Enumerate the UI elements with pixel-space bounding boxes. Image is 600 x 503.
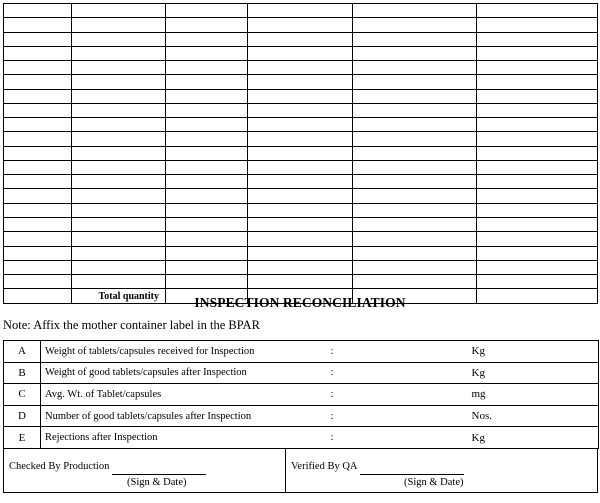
row-value-field[interactable]: : bbox=[331, 405, 472, 427]
reconciliation-table-body bbox=[4, 341, 599, 449]
grid-cell[interactable] bbox=[166, 18, 248, 32]
grid-row bbox=[4, 275, 598, 289]
row-value-field[interactable]: : bbox=[331, 362, 472, 384]
grid-cell[interactable] bbox=[353, 89, 477, 103]
row-letter: C bbox=[4, 384, 41, 406]
grid-cell[interactable] bbox=[477, 132, 598, 146]
grid-cell[interactable] bbox=[166, 203, 248, 217]
grid-cell[interactable] bbox=[72, 189, 166, 203]
grid-cell[interactable] bbox=[248, 132, 353, 146]
grid-cell[interactable] bbox=[248, 18, 353, 32]
grid-cell[interactable] bbox=[248, 260, 353, 274]
grid-cell[interactable] bbox=[4, 89, 72, 103]
grid-row bbox=[4, 103, 598, 117]
grid-cell[interactable] bbox=[477, 246, 598, 260]
grid-cell[interactable] bbox=[72, 260, 166, 274]
reconciliation-table bbox=[3, 340, 599, 449]
grid-cell[interactable] bbox=[4, 160, 72, 174]
grid-cell[interactable] bbox=[72, 18, 166, 32]
grid-row bbox=[4, 232, 598, 246]
grid-cell[interactable] bbox=[353, 232, 477, 246]
reconciliation-title: INSPECTION RECONCILIATION bbox=[194, 295, 406, 310]
grid-cell[interactable] bbox=[477, 175, 598, 189]
row-unit: Kg bbox=[472, 341, 599, 363]
reconciliation-row bbox=[4, 384, 599, 406]
signoff-box bbox=[3, 448, 598, 493]
grid-cell[interactable] bbox=[72, 232, 166, 246]
grid-cell[interactable] bbox=[477, 217, 598, 231]
grid-cell[interactable] bbox=[477, 275, 598, 289]
grid-cell[interactable] bbox=[4, 146, 72, 160]
grid-cell[interactable] bbox=[353, 175, 477, 189]
grid-cell[interactable] bbox=[4, 275, 72, 289]
grid-cell[interactable] bbox=[353, 160, 477, 174]
grid-row bbox=[4, 217, 598, 231]
reconciliation-note: Note: Affix the mother container label in the BPAR bbox=[3, 318, 260, 332]
row-description: Rejections after Inspection bbox=[41, 427, 331, 449]
grid-cell[interactable] bbox=[477, 32, 598, 46]
grid-cell[interactable] bbox=[248, 217, 353, 231]
row-description: Avg. Wt. of Tablet/capsules bbox=[41, 384, 331, 406]
grid-cell[interactable] bbox=[248, 275, 353, 289]
grid-cell[interactable] bbox=[72, 61, 166, 75]
grid-cell[interactable] bbox=[4, 46, 72, 60]
grid-cell[interactable] bbox=[166, 89, 248, 103]
grid-cell[interactable] bbox=[248, 232, 353, 246]
grid-cell[interactable] bbox=[353, 103, 477, 117]
grid-cell[interactable] bbox=[477, 75, 598, 89]
grid-cell[interactable] bbox=[248, 61, 353, 75]
row-description: Weight of tablets/capsules received for Inspection bbox=[41, 341, 331, 363]
grid-row bbox=[4, 260, 598, 274]
grid-cell[interactable] bbox=[4, 246, 72, 260]
grid-cell[interactable] bbox=[248, 4, 353, 18]
grid-cell[interactable] bbox=[166, 46, 248, 60]
checked-by-production-cell bbox=[4, 449, 286, 492]
grid-cell[interactable] bbox=[353, 217, 477, 231]
row-unit: mg bbox=[472, 384, 599, 406]
grid-cell[interactable] bbox=[353, 4, 477, 18]
grid-cell[interactable] bbox=[477, 118, 598, 132]
checked-by-production-signature-line[interactable] bbox=[112, 474, 206, 475]
grid-cell[interactable] bbox=[353, 75, 477, 89]
grid-cell[interactable] bbox=[72, 89, 166, 103]
row-letter: B bbox=[4, 362, 41, 384]
grid-cell[interactable] bbox=[4, 75, 72, 89]
grid-cell[interactable] bbox=[4, 217, 72, 231]
grid-row bbox=[4, 146, 598, 160]
inspection-grid-body bbox=[4, 4, 598, 304]
grid-cell[interactable] bbox=[4, 260, 72, 274]
verified-by-qa-sign-date-note: (Sign & Date) bbox=[404, 477, 464, 488]
grid-cell[interactable] bbox=[477, 260, 598, 274]
grid-cell[interactable] bbox=[4, 18, 72, 32]
reconciliation-row bbox=[4, 405, 599, 427]
reconciliation-row bbox=[4, 362, 599, 384]
grid-cell[interactable] bbox=[353, 132, 477, 146]
grid-cell[interactable] bbox=[477, 89, 598, 103]
grid-cell[interactable] bbox=[4, 203, 72, 217]
row-value-field[interactable]: : bbox=[331, 341, 472, 363]
grid-cell[interactable] bbox=[353, 260, 477, 274]
grid-cell[interactable] bbox=[248, 118, 353, 132]
grid-cell[interactable] bbox=[248, 189, 353, 203]
checked-by-production-sign-date-note: (Sign & Date) bbox=[127, 477, 187, 488]
grid-cell[interactable] bbox=[166, 118, 248, 132]
grid-cell[interactable] bbox=[72, 275, 166, 289]
total-quantity-label: Total quantity bbox=[72, 289, 166, 303]
grid-cell[interactable] bbox=[477, 61, 598, 75]
grid-cell[interactable] bbox=[166, 232, 248, 246]
grid-row bbox=[4, 160, 598, 174]
grid-cell[interactable] bbox=[166, 61, 248, 75]
row-letter: A bbox=[4, 341, 41, 363]
grid-cell[interactable] bbox=[248, 89, 353, 103]
grid-cell[interactable] bbox=[248, 103, 353, 117]
grid-cell[interactable] bbox=[477, 18, 598, 32]
grid-cell[interactable] bbox=[353, 203, 477, 217]
grid-cell[interactable] bbox=[477, 232, 598, 246]
verified-by-qa-label: Verified By QA bbox=[291, 461, 358, 472]
grid-cell[interactable] bbox=[353, 18, 477, 32]
grid-cell[interactable] bbox=[4, 189, 72, 203]
grid-cell[interactable] bbox=[353, 189, 477, 203]
grid-cell[interactable] bbox=[248, 246, 353, 260]
reconciliation-row bbox=[4, 427, 599, 449]
grid-cell[interactable] bbox=[166, 246, 248, 260]
grid-cell[interactable] bbox=[4, 132, 72, 146]
grid-row bbox=[4, 89, 598, 103]
grid-cell[interactable] bbox=[166, 146, 248, 160]
grid-cell[interactable] bbox=[166, 132, 248, 146]
grid-cell[interactable] bbox=[248, 75, 353, 89]
row-description: Number of good tablets/capsules after Inspection bbox=[41, 405, 331, 427]
grid-row bbox=[4, 32, 598, 46]
grid-cell[interactable] bbox=[477, 160, 598, 174]
grid-cell[interactable] bbox=[248, 46, 353, 60]
grid-cell[interactable] bbox=[353, 32, 477, 46]
grid-row bbox=[4, 75, 598, 89]
grid-cell[interactable] bbox=[72, 203, 166, 217]
grid-cell[interactable] bbox=[72, 132, 166, 146]
grid-row bbox=[4, 189, 598, 203]
grid-cell[interactable] bbox=[4, 232, 72, 246]
verified-by-qa-signature-line[interactable] bbox=[360, 474, 464, 475]
grid-cell[interactable] bbox=[4, 103, 72, 117]
grid-row bbox=[4, 61, 598, 75]
grid-cell[interactable] bbox=[4, 32, 72, 46]
grid-cell[interactable] bbox=[353, 146, 477, 160]
grid-cell[interactable] bbox=[72, 175, 166, 189]
grid-cell[interactable] bbox=[72, 103, 166, 117]
row-description: Weight of good tablets/capsules after Inspection bbox=[41, 362, 331, 384]
row-unit: Kg bbox=[472, 427, 599, 449]
grid-cell[interactable] bbox=[4, 4, 72, 18]
grid-cell[interactable] bbox=[353, 275, 477, 289]
grid-cell[interactable] bbox=[72, 217, 166, 231]
grid-cell[interactable] bbox=[353, 118, 477, 132]
grid-cell[interactable] bbox=[166, 4, 248, 18]
grid-row bbox=[4, 203, 598, 217]
grid-cell[interactable] bbox=[72, 146, 166, 160]
grid-cell[interactable] bbox=[166, 75, 248, 89]
grid-cell[interactable] bbox=[477, 46, 598, 60]
grid-cell[interactable] bbox=[477, 103, 598, 117]
grid-cell[interactable] bbox=[166, 32, 248, 46]
grid-cell[interactable] bbox=[166, 260, 248, 274]
inspection-grid-table bbox=[3, 3, 598, 304]
grid-cell[interactable] bbox=[166, 275, 248, 289]
grid-cell[interactable] bbox=[4, 61, 72, 75]
grid-cell[interactable] bbox=[72, 32, 166, 46]
grid-row bbox=[4, 4, 598, 18]
grid-cell[interactable] bbox=[166, 217, 248, 231]
row-unit: Kg bbox=[472, 362, 599, 384]
checked-by-production-label: Checked By Production bbox=[9, 461, 110, 472]
row-value-field[interactable]: : bbox=[331, 384, 472, 406]
grid-cell[interactable] bbox=[4, 175, 72, 189]
grid-cell[interactable] bbox=[353, 246, 477, 260]
grid-cell[interactable] bbox=[353, 61, 477, 75]
grid-cell[interactable] bbox=[72, 118, 166, 132]
grid-row bbox=[4, 246, 598, 260]
grid-cell[interactable] bbox=[72, 160, 166, 174]
grid-cell[interactable] bbox=[477, 4, 598, 18]
row-unit: Nos. bbox=[472, 405, 599, 427]
grid-cell[interactable] bbox=[166, 160, 248, 174]
grid-cell[interactable] bbox=[353, 46, 477, 60]
grid-cell[interactable] bbox=[477, 189, 598, 203]
grid-cell[interactable] bbox=[248, 32, 353, 46]
grid-row bbox=[4, 175, 598, 189]
grid-cell[interactable] bbox=[477, 203, 598, 217]
grid-cell[interactable] bbox=[248, 160, 353, 174]
grid-row bbox=[4, 132, 598, 146]
grid-cell[interactable] bbox=[248, 175, 353, 189]
grid-row bbox=[4, 118, 598, 132]
grid-cell[interactable] bbox=[72, 4, 166, 18]
grid-row bbox=[4, 18, 598, 32]
grid-cell[interactable] bbox=[4, 118, 72, 132]
row-letter: E bbox=[4, 427, 41, 449]
grid-cell[interactable] bbox=[166, 103, 248, 117]
grid-cell[interactable] bbox=[248, 146, 353, 160]
grid-cell[interactable] bbox=[477, 146, 598, 160]
grid-cell[interactable] bbox=[72, 75, 166, 89]
grid-cell[interactable] bbox=[166, 189, 248, 203]
row-letter: D bbox=[4, 405, 41, 427]
reconciliation-row bbox=[4, 341, 599, 363]
grid-cell[interactable] bbox=[166, 175, 248, 189]
grid-cell[interactable] bbox=[248, 203, 353, 217]
grid-cell[interactable] bbox=[72, 46, 166, 60]
grid-row bbox=[4, 46, 598, 60]
grid-cell[interactable] bbox=[72, 246, 166, 260]
row-value-field[interactable]: : bbox=[331, 427, 472, 449]
verified-by-qa-cell bbox=[286, 449, 597, 492]
